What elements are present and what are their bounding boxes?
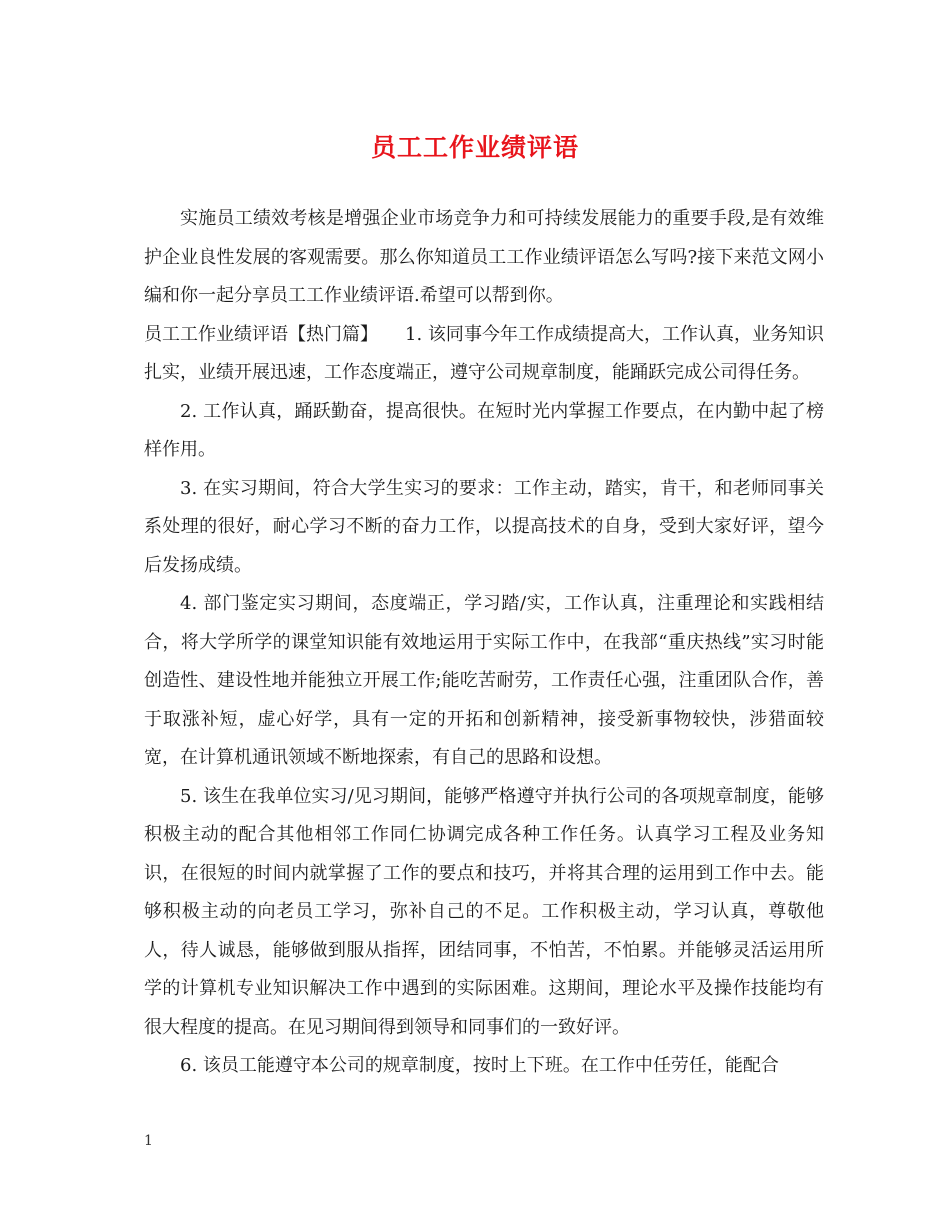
paragraph-item-6: 6. 该员工能遵守本公司的规章制度，按时上下班。在工作中任劳任，能配合 <box>180 1055 779 1076</box>
paragraph-section-1: 员工工作业绩评语【热门篇】 1. 该同事今年工作成绩提高大，工作认真，业务知识扎实，业绩开展迅速，工作态度端正，遵守公司规章制度，能踊跃完成公司得任务。 <box>144 323 824 383</box>
paragraph-item-3: 3. 在实习期间，符合大学生实习的要求：工作主动，踏实，肯干，和老师同事关系处理的很好，耐心学习不断的奋力工作，以提高技术的自身，受到大家好评，望今后发扬成绩。 <box>144 477 824 576</box>
paragraph-item-5: 5. 该生在我单位实习/见习期间，能够严格遵守并执行公司的各项规章制度，能够积极主动的配合其他相邻工作同仁协调完成各种工作任务。认真学习工程及业务知识，在很短的时间内就掌握了工作的要点和技巧，并将其合理的运用到工作中去。能够积极主动的向老员工学习，弥补自己的不足。工作积极主动，学习认真，尊敬他人，待人诚恳，能够做到服从指挥，团结同事，不怕苦，不怕累。并能够灵活运用所学的计算机专业知识解决工作中遇到的实际困难。这期间，理论水平及操作技能均有很大程度的提高。在见习期间得到领导和同事们的一致好评。 <box>144 785 824 1038</box>
page-number: 1 <box>144 1133 153 1149</box>
document-title: 员工工作业绩评语 <box>370 133 579 162</box>
document-body <box>144 200 824 1086</box>
paragraph-intro: 实施员工绩效考核是增强企业市场竞争力和可持续发展能力的重要手段,是有效维护企业良性发展的客观需要。那么你知道员工工作业绩评语怎么写吗?接下来范文网小编和你一起分享员工工作业绩评语.希望可以帮到你。 <box>144 208 824 306</box>
paragraph-item-4: 4. 部门鉴定实习期间，态度端正，学习踏/实，工作认真，注重理论和实践相结合，将大学所学的课堂知识能有效地运用于实际工作中，在我部“重庆热线”实习时能创造性、建设性地并能独立开展工作;能吃苦耐劳，工作责任心强，注重团队合作，善于取涨补短，虚心好学，具有一定的开拓和创新精神，接受新事物较快，涉猎面较宽，在计算机通讯领域不断地探索，有自己的思路和设想。 <box>144 593 824 768</box>
paragraph-item-2: 2. 工作认真，踊跃勤奋，提高很快。在短时光内掌握工作要点，在内勤中起了榜样作用。 <box>144 400 824 460</box>
